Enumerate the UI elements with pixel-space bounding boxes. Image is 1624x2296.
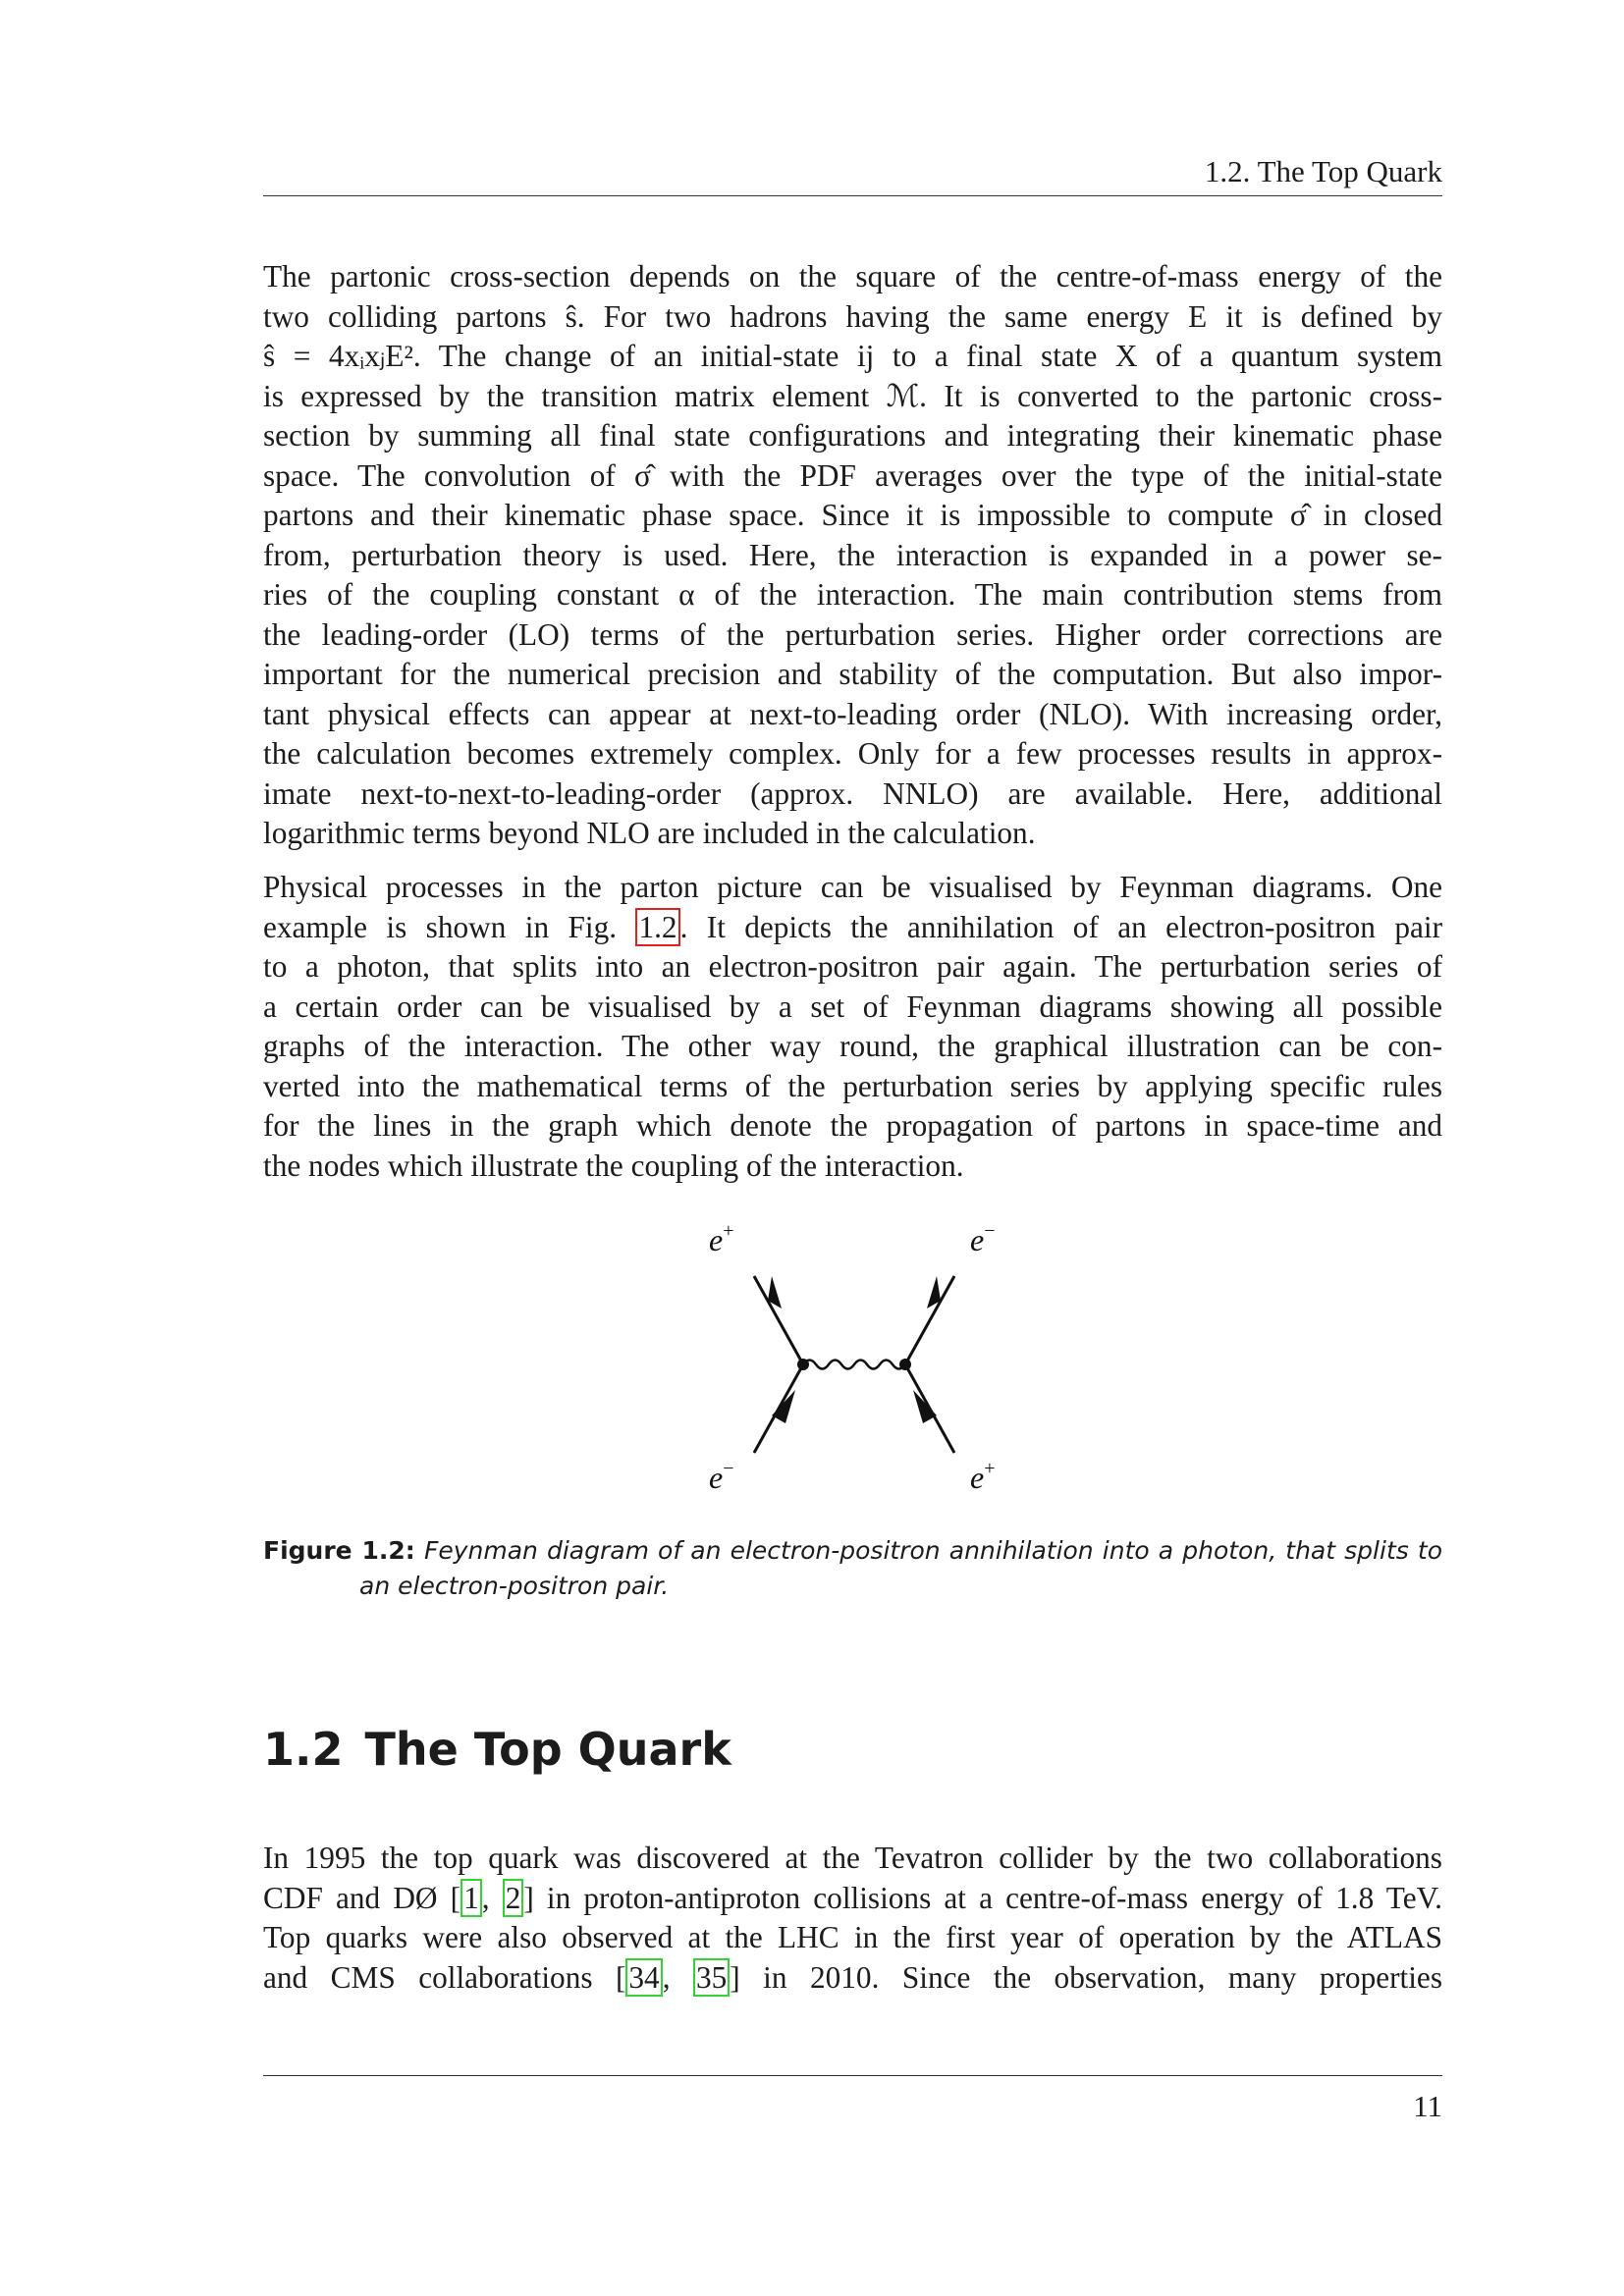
label-top-right: e−	[970, 1220, 996, 1257]
p1-line-6: space. The convolution of σ̂ with the PDF averages over the type of the initial-state	[263, 457, 1442, 493]
p1-line-1: The partonic cross-section depends on the square of the centre-of-mass energy of the	[263, 259, 1442, 294]
p3-line-4: and CMS collaborations [34, 35] in 2010. Since the observation, many properties	[263, 1959, 1442, 1995]
paragraph-top-quark-discovery	[263, 1839, 1442, 1998]
caption-line-2: an electron-positron pair.	[359, 1572, 670, 1600]
paragraph-feynman-diagrams	[263, 868, 1442, 1186]
p1-line-2: two colliding partons ŝ. For two hadrons having the same energy E it is defined by	[263, 298, 1442, 334]
citation-link-34[interactable]: 34	[625, 1958, 662, 1997]
p1-line-8: from, perturbation theory is used. Here, the interaction is expanded in a power se-	[263, 537, 1442, 572]
p2-line-6: verted into the mathematical terms of the perturbation series by applying specific rules	[263, 1068, 1442, 1103]
vertex-left	[797, 1359, 809, 1370]
p2-line-4: a certain order can be visualised by a set of Feynman diagrams showing all possible	[263, 988, 1442, 1024]
section-heading	[263, 1723, 731, 1776]
arrow-bottom-right	[913, 1390, 937, 1423]
p3-line-1: In 1995 the top quark was discovered at the Tevatron collider by the two collaborations	[263, 1841, 1442, 1875]
running-header	[263, 152, 1442, 196]
p2-line-2: example is shown in Fig. 1.2. It depicts the annihilation of an electron-positron pair	[263, 909, 1442, 944]
citation-link-1[interactable]: 1	[460, 1879, 482, 1917]
p1-line-5: section by summing all final state configurations and integrating their kinematic phase	[263, 418, 1442, 453]
page-number: 11	[1413, 2089, 1442, 2123]
p1-line-14: imate next-to-next-to-leading-order (approx. NNLO) are available. Here, additional	[263, 775, 1442, 811]
label-bottom-right: e+	[970, 1458, 996, 1495]
section-title: The Top Quark	[364, 1723, 731, 1776]
vertex-right	[899, 1359, 911, 1370]
p2-line-8: the nodes which illustrate the coupling of the interaction.	[263, 1148, 964, 1183]
p2-line-5: graphs of the interaction. The other way round, the graphical illustration can be con-	[263, 1029, 1442, 1063]
label-top-left: e+	[709, 1220, 734, 1257]
p1-line-13: the calculation becomes extremely complex. Only for a few processes results in approx-	[263, 736, 1442, 771]
caption-line-1: Figure 1.2: Feynman diagram of an electron-positron annihilation into a photon, that splits to	[263, 1536, 1442, 1565]
citation-link-2[interactable]: 2	[503, 1879, 524, 1917]
arrow-bottom-left	[772, 1390, 795, 1423]
p1-line-15: logarithmic terms beyond NLO are included in the calculation.	[263, 816, 1036, 850]
figure-caption	[263, 1533, 1442, 1604]
p1-line-7: partons and their kinematic phase space. Since it is impossible to compute σ̂ in closed	[263, 498, 1442, 532]
photon-propagator	[803, 1361, 905, 1369]
footer-rule	[263, 2075, 1442, 2076]
running-title: 1.2. The Top Quark	[1204, 154, 1442, 188]
paragraph-partonic-cross-section	[263, 257, 1442, 854]
p1-line-12: tant physical effects can appear at next-to-leading order (NLO). With increasing order,	[263, 696, 1442, 731]
p2-line-3: to a photon, that splits into an electron-positron pair again. The perturbation series of	[263, 949, 1442, 984]
citation-link-35[interactable]: 35	[693, 1958, 730, 1997]
section-number: 1.2	[263, 1723, 344, 1776]
figure-ref-link[interactable]: 1.2	[635, 908, 679, 946]
p3-line-2: CDF and DØ [1, 2] in proton-antiproton collisions at a centre-of-mass energy of 1.8 TeV.	[263, 1880, 1443, 1915]
caption-label: Figure 1.2:	[263, 1536, 415, 1565]
p1-line-4: is expressed by the transition matrix element ℳ. It is converted to the partonic cross-	[263, 378, 1442, 413]
p1-line-10: the leading-order (LO) terms of the perturbation series. Higher order corrections are	[263, 616, 1442, 652]
p1-line-11: important for the numerical precision and stability of the computation. But also impor-	[263, 657, 1442, 691]
p2-line-1: Physical processes in the parton picture can be visualised by Feynman diagrams. One	[263, 870, 1442, 904]
p1-line-9: ries of the coupling constant α of the interaction. The main contribution stems from	[263, 577, 1442, 612]
p1-line-3: ŝ = 4xᵢxⱼE². The change of an initial-state ij to a final state X of a quantum system	[263, 339, 1442, 373]
fermion-line-top-left	[754, 1276, 803, 1364]
p3-line-3: Top quarks were also observed at the LHC in the first year of operation by the ATLAS	[263, 1920, 1442, 1954]
fermion-line-top-right	[905, 1276, 954, 1364]
p2-line-7: for the lines in the graph which denote the propagation of partons in space-time and	[263, 1108, 1442, 1143]
feynman-diagram	[677, 1207, 1031, 1502]
label-bottom-left: e−	[709, 1458, 734, 1495]
